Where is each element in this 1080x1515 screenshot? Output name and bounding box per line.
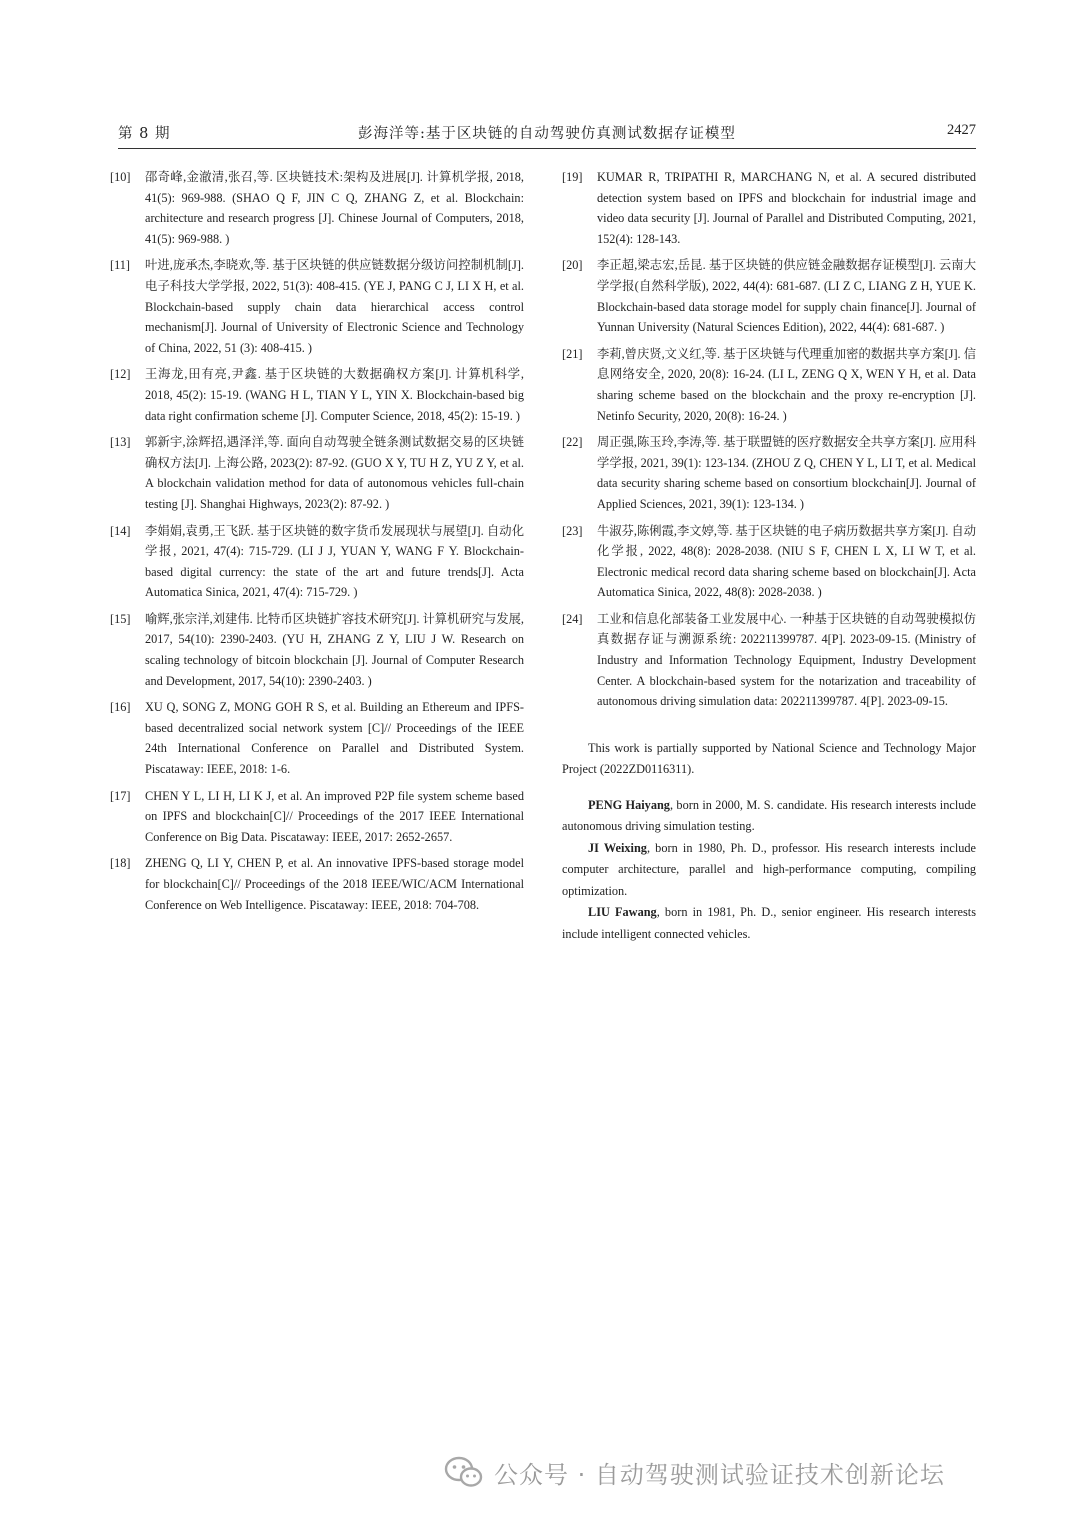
- reference-item: [110, 167, 524, 249]
- reference-number: [24]: [562, 611, 583, 626]
- author-bio-text: , born in 2000, M. S. candidate. His research interests include autonomous driving simulation testing.: [562, 797, 976, 834]
- author-bio: [562, 838, 976, 903]
- reference-item: [110, 255, 524, 358]
- reference-text: XU Q, SONG Z, MONG GOH R S, et al. Building an Ethereum and IPFS-based decentralized social network system [C]// Proceedings of the IEEE 24th International Conference on Parallel and Distributed System. Piscataway: IEEE, 2018: 1-6.: [145, 700, 524, 777]
- reference-text: 李正超,梁志宏,岳昆. 基于区块链的供应链金融数据存证模型[J]. 云南大学学报(自然科学版), 2022, 44(4): 681-687. (LI Z C, LIANG Z H, YUE K. Blockchain-based data storage model for supply chain finance[J]. Journal of Yunnan University (Natural Sciences Edition), 2022, 44(4): 681-687. ): [597, 258, 976, 335]
- reference-number: [23]: [562, 523, 583, 538]
- funding-acknowledgement: This work is partially supported by National Science and Technology Major Project (2022ZD0116311).: [562, 740, 976, 777]
- reference-item: [110, 853, 524, 915]
- reference-text: 李莉,曾庆贤,文义红,等. 基于区块链与代理重加密的数据共享方案[J]. 信息网络安全, 2020, 20(8): 16-24. (LI L, ZENG Q X, WEN Y H, et al. Data sharing scheme based on the blockchain and the proxy re-encryption [J]. Netinfo Security, 2020, 20(8): 16-24. ): [597, 346, 976, 423]
- reference-text: KUMAR R, TRIPATHI R, MARCHANG N, et al. A secured distributed detection system based on IPFS and blockchain for industrial image and video data security [J]. Journal of Parallel and Distributed Computing, 2021, 152(4): 128-143.: [597, 170, 976, 246]
- reference-item: [110, 786, 524, 848]
- reference-number: [10]: [110, 170, 131, 184]
- author-name: PENG Haiyang: [588, 797, 670, 812]
- reference-number: [20]: [562, 258, 583, 273]
- author-bio: [562, 795, 976, 838]
- reference-text: 邵奇峰,金澈清,张召,等. 区块链技术:架构及进展[J]. 计算机学报, 2018, 41(5): 969-988. (SHAO Q F, JIN C Q, ZHANG Z, et al. Blockchain: architecture and research progress [J]. Chinese Journal of Computers, 2018, 41(5): 969-988. ): [145, 170, 524, 246]
- author-bio-text: , born in 1981, Ph. D., senior engineer. His research interests include intelligent connected vehicles.: [562, 905, 976, 941]
- reference-text: 牛淑芬,陈俐霞,李文婷,等. 基于区块链的电子病历数据共享方案[J]. 自动化学报, 2022, 48(8): 2028-2038. (NIU S F, CHEN L X, LI W T, et al. Electronic medical record data sharing scheme based on blockchain[J]. Acta Automatica Sinica, 2022, 48(8): 2028-2038. ): [597, 523, 976, 600]
- running-title: 彭海洋等:基于区块链的自动驾驶仿真测试数据存证模型: [358, 126, 736, 142]
- reference-number: [22]: [562, 435, 583, 450]
- author-name: LIU Fawang: [588, 905, 657, 920]
- reference-item: [110, 697, 524, 779]
- author-name: JI Weixing: [588, 840, 647, 855]
- reference-item: [110, 609, 524, 691]
- reference-item: [562, 432, 976, 514]
- reference-number: [19]: [562, 170, 583, 184]
- reference-item: [562, 255, 976, 337]
- reference-item: [110, 521, 524, 603]
- reference-item: [562, 521, 976, 603]
- reference-number: [17]: [110, 788, 131, 803]
- left-column: [110, 167, 524, 921]
- reference-item: [562, 167, 976, 249]
- reference-text: CHEN Y L, LI H, LI K J, et al. An improved P2P file system scheme based on IPFS and blockchain[C]// Proceedings of the 2017 IEEE International Conference on Big Data. Piscataway: IEEE, 2017: 2652-2657.: [145, 788, 524, 844]
- reference-text: 周正强,陈玉玲,李涛,等. 基于联盟链的医疗数据安全共享方案[J]. 应用科学学报, 2021, 39(1): 123-134. (ZHOU Z Q, CHEN Y L, LI T, et al. Medical data security sharing scheme based on consortium blockchain[J]. Journal of Applied Sciences, 2021, 39(1): 123-134. ): [597, 435, 976, 511]
- reference-text: 郭新宇,涂辉招,遇泽洋,等. 面向自动驾驶全链条测试数据交易的区块链确权方法[J]. 上海公路, 2023(2): 87-92. (GUO X Y, TU H Z, YU Z Y, et al. A blockchain validation method for data of autonomous vehicles full-chain testing [J]. Shanghai Highways, 2023(2): 87-92. ): [145, 435, 524, 511]
- reference-number: [12]: [110, 367, 131, 382]
- reference-text: 叶进,庞承杰,李晓欢,等. 基于区块链的供应链数据分级访问控制机制[J]. 电子科技大学学报, 2022, 51(3): 408-415. (YE J, PANG C J, LI X H, et al. Blockchain-based supply chain data hierarchical access control mechanism[J]. Journal of University of Electronic Science and Technology of China, 2022, 51 (3): 408-415. ): [145, 258, 524, 355]
- reference-text: 工业和信息化部装备工业发展中心. 一种基于区块链的自动驾驶模拟仿真数据存证与溯源系统: 202211399787. 4[P]. 2023-09-15. (Ministry of Industry and Information Technology Equipment, Industry Development Center. A blockchain-based system for the notarization and traceability of autonomous driving simulation data: 202211399787. 4[P]. 2023-09-15.: [597, 611, 976, 709]
- reference-number: [11]: [110, 258, 131, 273]
- reference-number: [14]: [110, 523, 131, 538]
- wechat-watermark: [444, 1450, 1054, 1494]
- author-bio-text: , born in 1980, Ph. D., professor. His research interests include computer architecture, parallel and high-performance computing, compiling optimization.: [562, 840, 976, 898]
- reference-number: [16]: [110, 700, 131, 715]
- running-header: [118, 118, 976, 149]
- reference-number: [13]: [110, 435, 131, 450]
- reference-item: [110, 364, 524, 426]
- watermark-text: 公众号 · 自动驾驶测试验证技术创新论坛: [494, 1460, 945, 1489]
- author-bio: [562, 902, 976, 945]
- reference-text: 喻辉,张宗洋,刘建伟. 比特币区块链扩容技术研究[J]. 计算机研究与发展, 2017, 54(10): 2390-2403. (YU H, ZHANG Z Y, LIU J W. Research on scaling technology of bitcoin blockchain [J]. Journal of Computer Research and Development, 2017, 54(10): 2390-2403. ): [145, 611, 524, 688]
- reference-text: 李娟娟,袁勇,王飞跃. 基于区块链的数字货币发展现状与展望[J]. 自动化学报, 2021, 47(4): 715-729. (LI J J, YUAN Y, WANG F Y. Blockchain-based digital currency: the state of the art and future trends[J]. Acta Automatica Sinica, 2021, 47(4): 715-729. ): [145, 523, 524, 600]
- reference-item: [562, 344, 976, 426]
- wechat-icon: [444, 1455, 484, 1489]
- reference-text: ZHENG Q, LI Y, CHEN P, et al. An innovative IPFS-based storage model for blockchain[C]// Proceedings of the 2018 IEEE/WIC/ACM International Conference on Web Intelligence. Piscataway: IEEE, 2018: 704-708.: [145, 856, 524, 912]
- reference-item: [562, 609, 976, 712]
- issue-number: 第 8 期: [118, 126, 171, 142]
- reference-text: 王海龙,田有亮,尹鑫. 基于区块链的大数据确权方案[J]. 计算机科学, 2018, 45(2): 15-19. (WANG H L, TIAN Y L, YIN X. Blockchain-based big data right confirmation scheme [J]. Computer Science, 2018, 45(2): 15-19. ): [145, 367, 524, 423]
- right-column: [562, 167, 976, 945]
- reference-item: [110, 432, 524, 514]
- reference-number: [21]: [562, 346, 583, 361]
- reference-number: [18]: [110, 856, 131, 871]
- page-number: 2427: [947, 122, 976, 138]
- reference-number: [15]: [110, 611, 131, 626]
